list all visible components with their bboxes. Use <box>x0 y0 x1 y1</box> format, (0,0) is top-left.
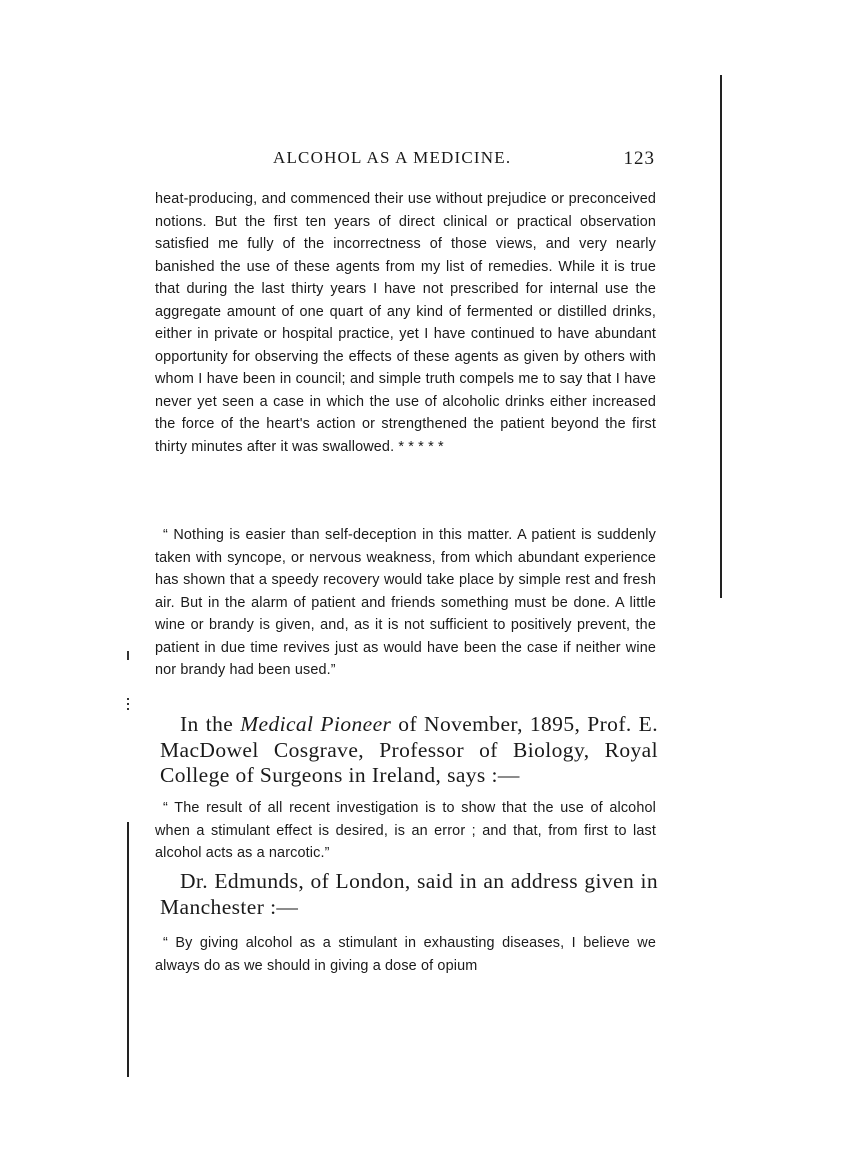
paragraph-quote-edmunds: “ By giving alcohol as a stimulant in exhausting diseases, I believe we always do as we should in giving a dose of opium <box>155 935 656 974</box>
running-title: ALCOHOL AS A MEDICINE. <box>273 148 512 167</box>
scan-mark <box>127 651 129 660</box>
scan-mark <box>127 708 129 710</box>
publication-title: Medical Pioneer <box>240 712 392 736</box>
paragraph-cosgrave-intro <box>160 712 658 789</box>
paragraph-edmunds-intro: Dr. Edmunds, of London, said in an address given in Manchester :— <box>160 869 658 919</box>
scan-mark <box>127 703 129 705</box>
scan-mark <box>127 698 129 700</box>
scan-margin-line-right <box>720 75 722 598</box>
paragraph-quote-syncope: “ Nothing is easier than self-deception in this matter. A patient is suddenly taken with syncope, or nervous weakness, from which abundant experience has shown that a speedy recovery would take place by simple rest and fresh air. But in the alarm of patient and friends something must be done. A little wine or brandy is given, and, as it is not sufficient to positively prevent, the patient in due time revives just as would have been the case if neither wine nor brandy had been used.” <box>155 527 656 678</box>
intro-text-before: In the <box>180 712 241 736</box>
paragraph-quote-continuation: heat-producing, and commenced their use without prejudice or preconceived notions. But the first ten years of direct clinical or practical observation satisfied me fully of the incorrectness of those views, and very nearly banished the use of these agents from my list of remedies. While it is true that during the last thirty years I have not prescribed for internal use the aggregate amount of one quart of any kind of fermented or distilled drinks, either in private or hospital practice, yet I have continued to have abundant opportunity for observing the effects of these agents as given by others with whom I have been in council; and simple truth compels me to say that I have never yet seen a case in which the use of alcoholic drinks either increased the force of the heart's action or strengthened the patient beyond the first thirty minutes after it was swallowed. * * * * * <box>155 191 656 455</box>
running-header <box>155 148 655 174</box>
paragraph-quote-cosgrave: “ The result of all recent investigation is to show that the use of alcohol when a stimulant effect is desired, is an error ; and that, from first to last alcohol acts as a narcotic.” <box>155 800 656 861</box>
scan-margin-line-left <box>127 822 129 1077</box>
page-number: 123 <box>623 148 655 169</box>
intro-text-after: of November, 1895, Prof. E. MacDowel Cosgrave, Professor of Biology, Royal College of Surgeons in Ireland, says :— <box>160 712 658 787</box>
